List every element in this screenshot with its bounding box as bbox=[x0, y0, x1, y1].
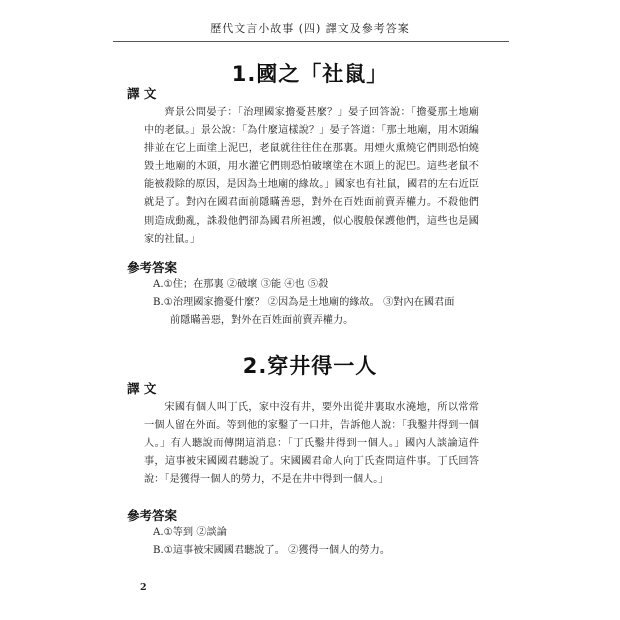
answer-b-1-continued: 前隱瞞善惡，對外在百姓面前賣弄權力。 bbox=[170, 315, 354, 326]
running-header: 歷代文言小故事 (四) 譯文及參考答案 bbox=[210, 22, 410, 35]
page-number: 2 bbox=[140, 582, 147, 593]
answers-heading-1: 參考答案 bbox=[127, 260, 178, 275]
answer-b-1: B.①治理國家擔憂什麼？ ②因為是土地廟的緣故。 ③對內在國君面 bbox=[153, 297, 455, 308]
translation-heading-2: 譯 文 bbox=[127, 381, 157, 396]
answers-heading-2: 參考答案 bbox=[127, 508, 178, 523]
answer-a-2: A.①等到 ②談論 bbox=[153, 527, 227, 538]
story-title-1: 1.國之「社鼠」 bbox=[231, 62, 389, 86]
translation-text-2: 宋國有個人叫丁氏，家中沒有井，要外出從井裏取水澆地，所以常常一個人留在外面。等到他的家鑿了一口井，告訴他人說：「我鑿井得到一個人。」有人聽說而傳開這消息：「丁氏鑿井得到一個人。」國內人談論這件事，這事被宋國國君聽說了。宋國國君命人向丁氏查問這件事。丁氏回答說：「是獲得一個人的勞力，不是在井中得到一個人。」 bbox=[144, 402, 479, 486]
translation-heading-1: 譯 文 bbox=[127, 86, 157, 101]
header-rule bbox=[113, 41, 509, 42]
translation-text-1: 齊景公問晏子：「治理國家擔憂甚麼？」晏子回答說：「擔憂那土地廟中的老鼠。」景公說：「為什麼這樣說？」晏子答道：「那土地廟，用木頭編排並在它上面塗上泥巴，老鼠就往往住在那裏。用煙火熏燒它們則恐怕燒毀土地廟的木頭，用水灌它們則恐怕破壞塗在木頭上的泥巴。這些老鼠不能被殺除的原因，是因為土地廟的緣故。」國家也有社鼠，國君的左右近臣就是了。對內在國君面前隱瞞善惡，對外在百姓面前賣弄權力。不殺他們則造成動亂，誅殺他們卻為國君所袒護，似心腹般保護他們，這些也是國家的社鼠。」 bbox=[144, 107, 479, 245]
story-title-2: 2.穿井得一人 bbox=[242, 354, 378, 378]
answer-b-2: B.①這事被宋國國君聽說了。 ②獲得一個人的勞力。 bbox=[153, 545, 391, 556]
answer-a-1: A.①住；在那裏 ②破壞 ③能 ④也 ⑤殺 bbox=[153, 279, 329, 290]
